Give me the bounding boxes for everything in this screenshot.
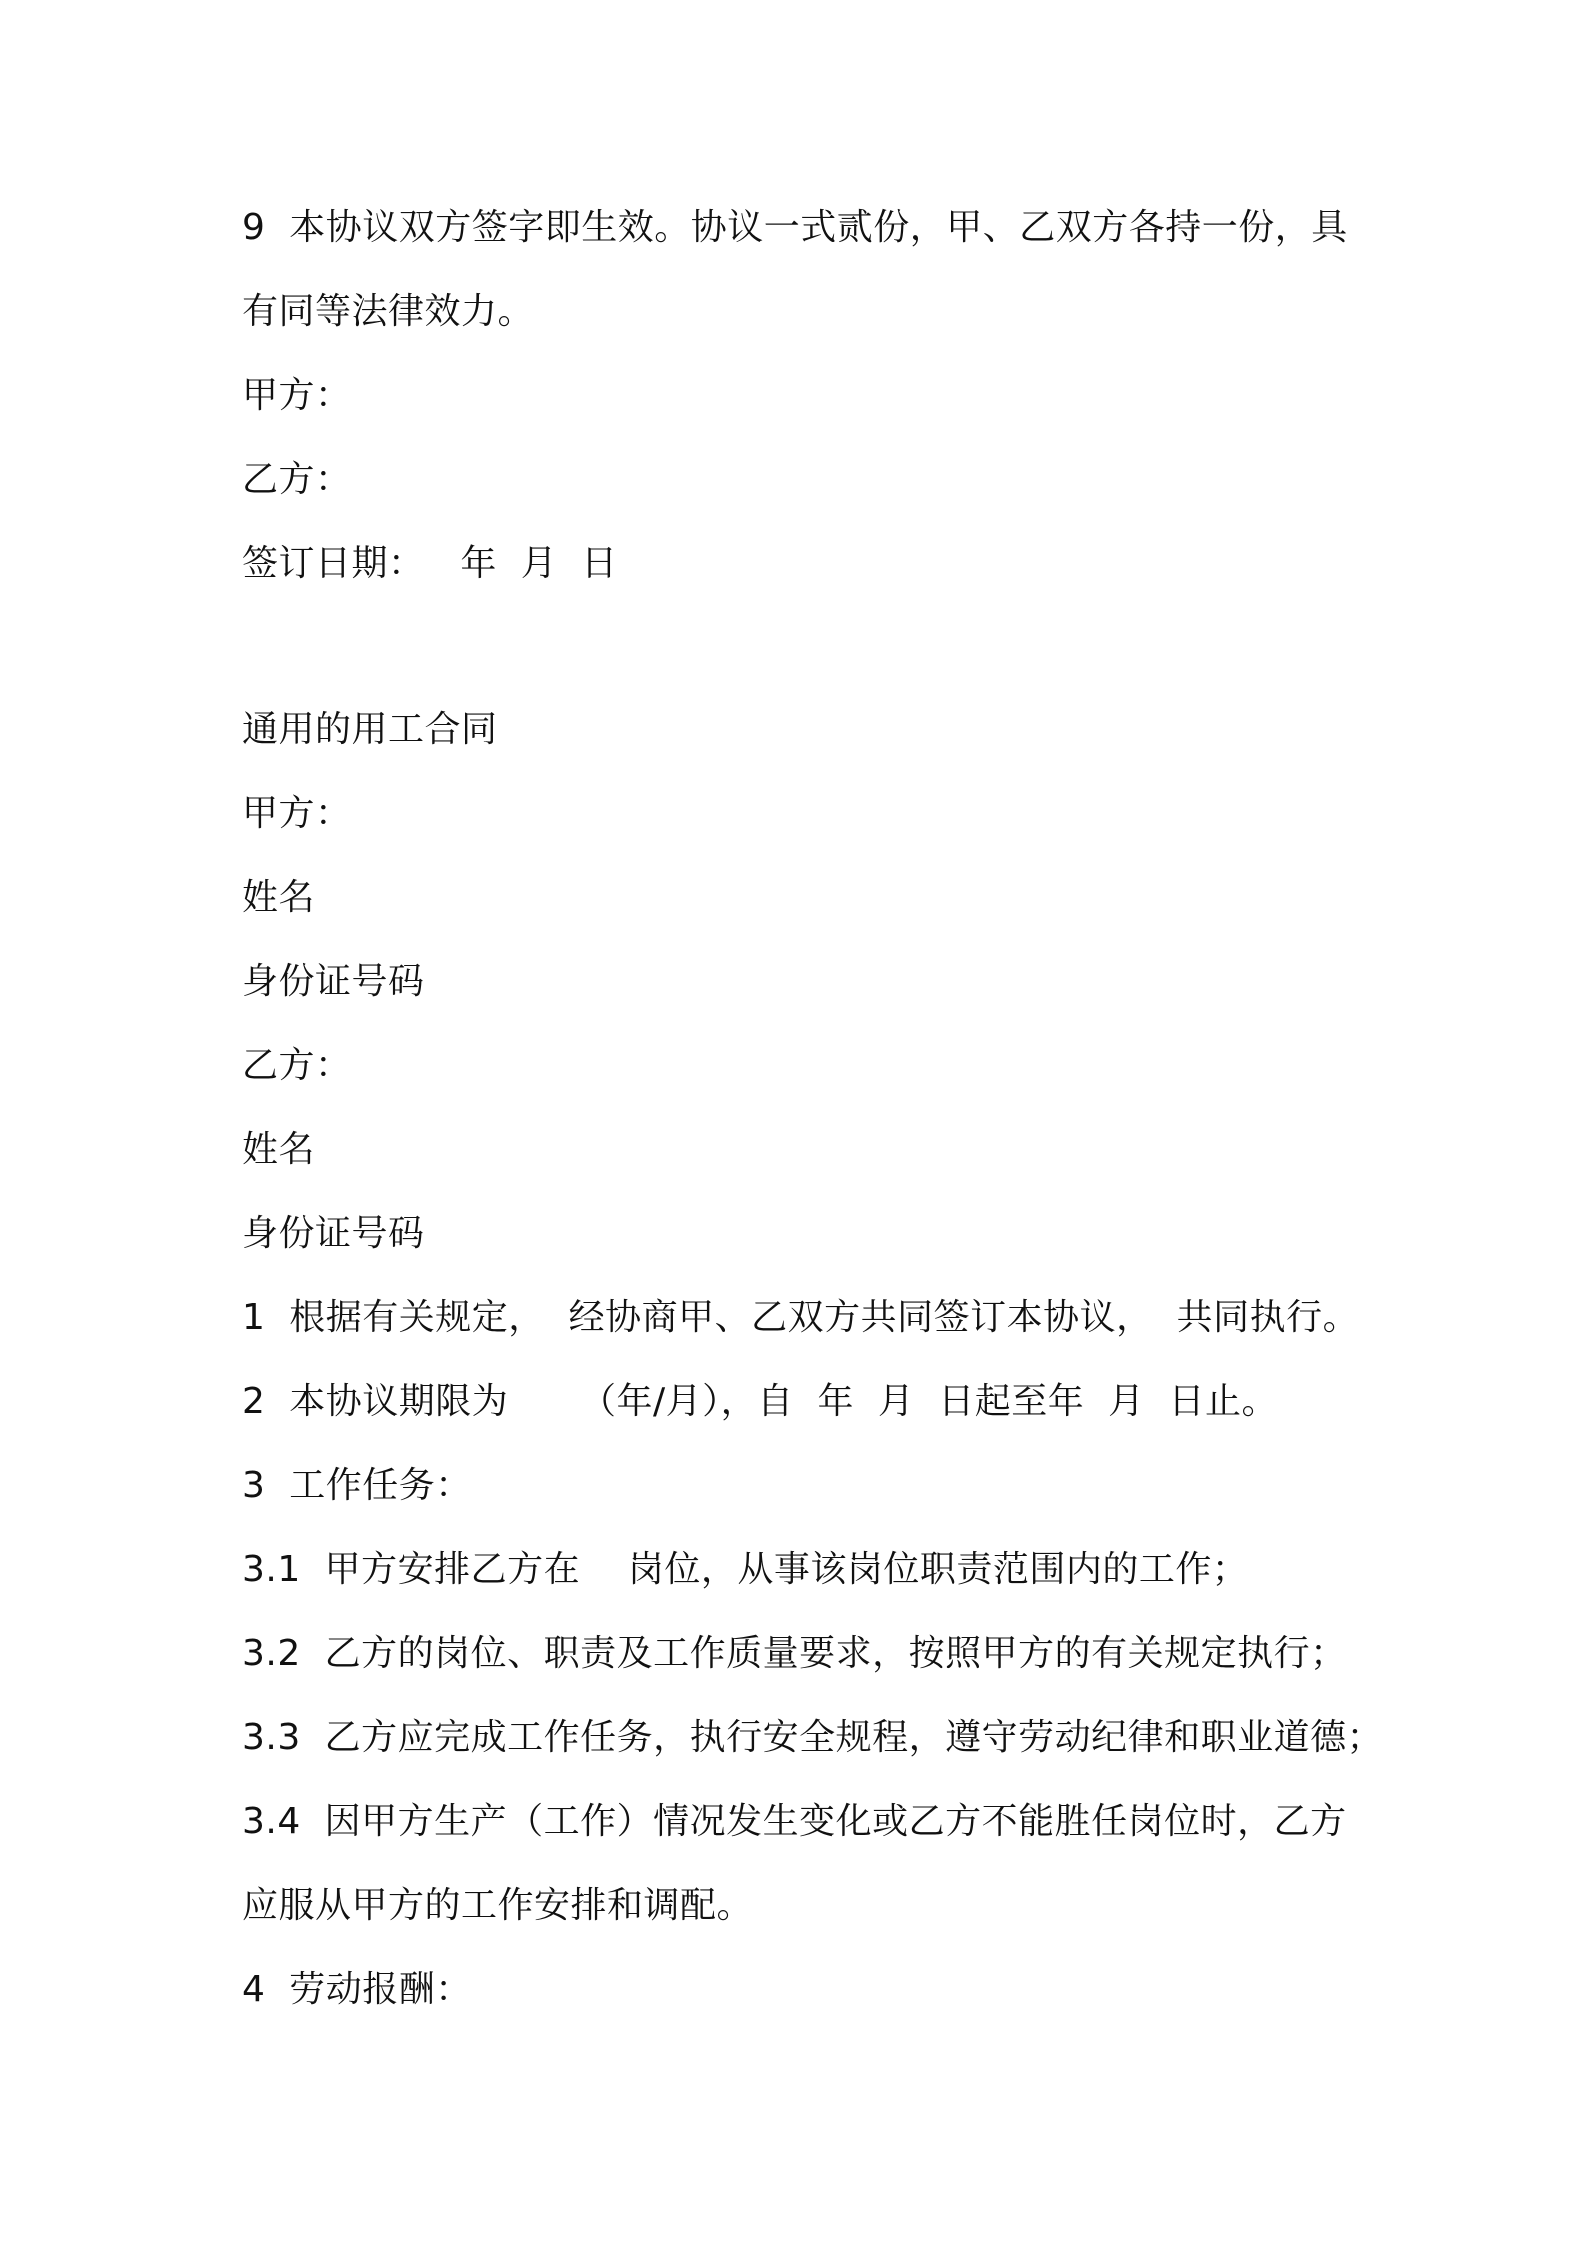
clause-4-heading: 4 劳动报酬： xyxy=(242,1969,472,2010)
party-a-name-label: 姓名 xyxy=(242,877,316,918)
clause-3-2: 3.2 乙方的岗位、职责及工作质量要求，按照甲方的有关规定执行； xyxy=(242,1633,1347,1674)
party-b-name-label: 姓名 xyxy=(242,1129,316,1170)
signing-date-line: 签订日期： 年 月 日 xyxy=(242,543,618,584)
party-a-id-label: 身份证号码 xyxy=(242,961,425,1002)
clause-3-3: 3.3 乙方应完成工作任务，执行安全规程，遵守劳动纪律和职业道德； xyxy=(242,1717,1384,1758)
party-b-signature-label: 乙方： xyxy=(242,459,352,500)
contract-title: 通用的用工合同 xyxy=(242,709,498,750)
clause-3-4-line-2: 应服从甲方的工作安排和调配。 xyxy=(242,1885,754,1926)
clause-2: 2 本协议期限为 （年/月），自 年 月 日起至年 月 日止。 xyxy=(242,1381,1279,1422)
party-b-id-label: 身份证号码 xyxy=(242,1213,425,1254)
clause-9-line-2: 有同等法律效力。 xyxy=(242,291,535,332)
clause-1: 1 根据有关规定， 经协商甲、乙双方共同签订本协议， 共同执行。 xyxy=(242,1297,1360,1338)
clause-3-4-line-1: 3.4 因甲方生产（工作）情况发生变化或乙方不能胜任岗位时，乙方 xyxy=(242,1801,1347,1842)
clause-3-heading: 3 工作任务： xyxy=(242,1465,472,1506)
party-a-label: 甲方： xyxy=(242,793,352,834)
party-a-signature-label: 甲方： xyxy=(242,375,352,416)
party-b-label: 乙方： xyxy=(242,1045,352,1086)
clause-3-1: 3.1 甲方安排乙方在 岗位，从事该岗位职责范围内的工作； xyxy=(242,1549,1249,1590)
clause-9-line-1: 9 本协议双方签字即生效。协议一式贰份，甲、乙双方各持一份，具 xyxy=(242,207,1348,248)
